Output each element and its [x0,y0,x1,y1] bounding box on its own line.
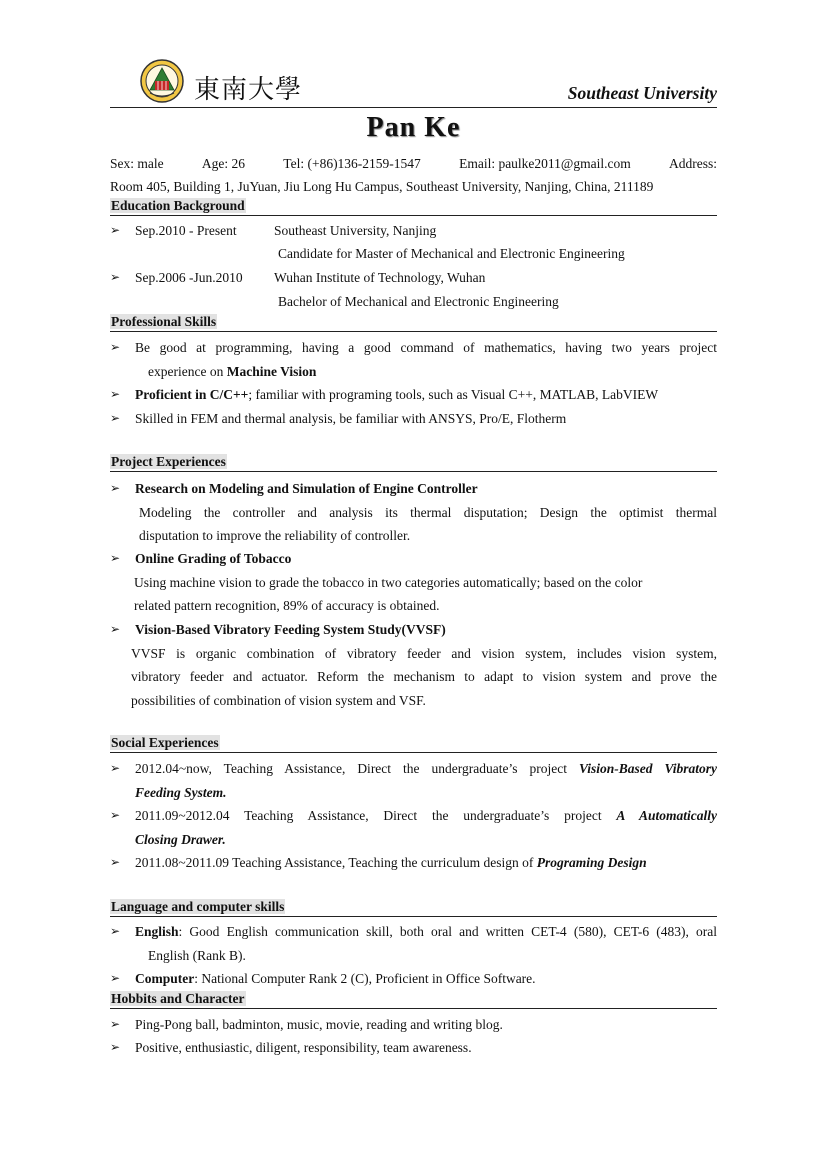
section-language: Language and computer skills [110,899,717,917]
language-item: ➢ Computer: National Computer Rank 2 (C), Proficient in Office Software. [110,967,717,991]
project-item: ➢ Research on Modeling and Simulation of Engine Controller Modeling the controller and analysis its thermal disputation; Design the optimist thermal disputation to improve the reliability of controller. [110,477,717,547]
contact-address-label: Address: [669,156,717,171]
skill-item: ➢ Skilled in FEM and thermal analysis, be familiar with ANSYS, Pro/E, Flotherm [110,407,717,431]
hobby-item: ➢ Positive, enthusiastic, diligent, responsibility, team awareness. [110,1036,717,1060]
arrow-bullet-icon: ➢ [110,971,121,985]
project-item: ➢ Vision-Based Vibratory Feeding System Study(VVSF) VVSF is organic combination of vibratory feeder and vision system, includes vision system, vibratory feeder and actuator. Reform the mechanism to adapt to vision system and prove the possibilities of combination of vision system and VSF. [110,618,717,712]
arrow-bullet-icon: ➢ [110,223,121,237]
arrow-bullet-icon: ➢ [110,340,121,354]
language-item: ➢ English: Good English communication skill, both oral and written CET-4 (580), CET-6 (483), oral English (Rank B). [110,920,717,968]
section-hobbies: Hobbits and Character [110,991,717,1009]
university-chinese-name: 東南大學 [194,75,303,105]
arrow-bullet-icon: ➢ [110,387,121,401]
university-name: Southeast University [567,83,717,103]
arrow-bullet-icon: ➢ [110,924,121,938]
project-item: ➢ Online Grading of Tobacco Using machine vision to grade the tobacco in two categories automatically; based on the color related pattern recognition, 89% of accuracy is obtained. [110,547,717,617]
contact-email: Email: paulke2011@gmail.com [459,156,631,171]
arrow-bullet-icon: ➢ [110,1017,121,1031]
arrow-bullet-icon: ➢ [110,808,121,822]
arrow-bullet-icon: ➢ [110,551,121,565]
arrow-bullet-icon: ➢ [110,411,121,425]
contact-address: Room 405, Building 1, JuYuan, Jiu Long Hu Campus, Southeast University, Nanjing, China, 211189 [110,179,654,194]
candidate-name: Pan Ke [366,112,461,143]
contact-sex: Sex: male [110,156,164,171]
social-item: ➢ 2011.09~2012.04 Teaching Assistance, Direct the undergraduate’s project A Automatically Closing Drawer. [110,804,717,852]
university-seal-icon [140,59,184,103]
contact-tel: Tel: (+86)136-2159-1547 [283,156,421,171]
section-skills: Professional Skills [110,314,717,332]
education-item: ➢ Sep.2006 -Jun.2010 Wuhan Institute of Technology, Wuhan Bachelor of Mechanical and Electronic Engineering [110,266,717,314]
arrow-bullet-icon: ➢ [110,481,121,495]
section-education: Education Background [110,198,717,216]
arrow-bullet-icon: ➢ [110,761,121,775]
page-header [110,55,717,108]
contact-age: Age: 26 [201,156,246,171]
section-social: Social Experiences [110,735,717,753]
contact-info [110,152,717,198]
skill-item: ➢ Be good at programming, having a good command of mathematics, having two years project experience on Machine Vision [110,336,717,384]
education-item: ➢ Sep.2010 - Present Southeast University, Nanjing Candidate for Master of Mechanical and Electronic Engineering [110,219,717,267]
arrow-bullet-icon: ➢ [110,1040,121,1054]
arrow-bullet-icon: ➢ [110,270,121,284]
arrow-bullet-icon: ➢ [110,622,121,636]
arrow-bullet-icon: ➢ [110,855,121,869]
social-item: ➢ 2012.04~now, Teaching Assistance, Direct the undergraduate’s project Vision-Based Vibratory Feeding System. [110,757,717,805]
section-projects: Project Experiences [110,454,717,472]
social-item: ➢ 2011.08~2011.09 Teaching Assistance, Teaching the curriculum design of Programing Design [110,851,717,875]
hobby-item: ➢ Ping-Pong ball, badminton, music, movie, reading and writing blog. [110,1013,717,1037]
skill-item: ➢ Proficient in C/C++; familiar with programing tools, such as Visual C++, MATLAB, LabVIEW [110,383,717,407]
